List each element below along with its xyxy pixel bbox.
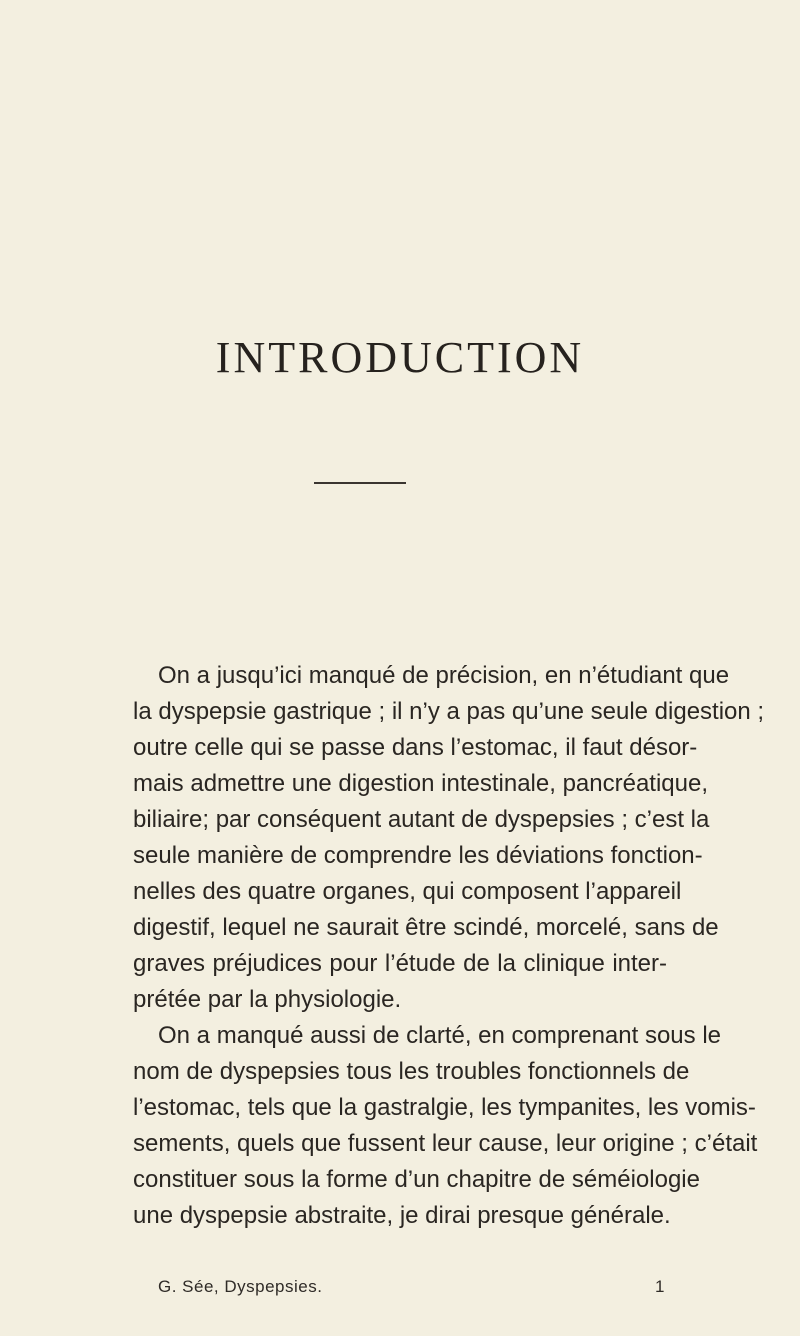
body-line: digestif, lequel ne saurait être scindé, morcelé, sans de (133, 914, 719, 941)
body-line: seule manière de comprendre les déviations fonction- (133, 842, 703, 869)
body-line: une dyspepsie abstraite, je dirai presque générale. (133, 1202, 671, 1229)
body-line: outre celle qui se passe dans l’estomac, il faut désor- (133, 734, 698, 761)
body-line: nom de dyspepsies tous les troubles fonctionnels de (133, 1058, 690, 1085)
footer-author: G. Sée, Dyspepsies. (158, 1277, 323, 1296)
chapter-title: INTRODUCTION (215, 333, 585, 382)
body-line: On a jusqu’ici manqué de précision, en n’étudiant que (158, 662, 730, 689)
body-line: constituer sous la forme d’un chapitre de séméiologie (133, 1166, 700, 1193)
body-line: graves préjudices pour l’étude de la clinique inter- (133, 950, 667, 977)
body-line: On a manqué aussi de clarté, en comprenant sous le (158, 1022, 721, 1049)
body-line: prétée par la physiologie. (133, 986, 402, 1013)
body-line: sements, quels que fussent leur cause, leur origine ; c’était (133, 1130, 758, 1157)
body-line: mais admettre une digestion intestinale, pancréatique, (133, 770, 709, 797)
body-line: la dyspepsie gastrique ; il n’y a pas qu’une seule digestion ; (133, 698, 765, 725)
signature-mark: 1 (655, 1277, 665, 1296)
body-line: nelles des quatre organes, qui composent l’appareil (133, 878, 682, 905)
title-divider (314, 482, 406, 484)
body-line: l’estomac, tels que la gastralgie, les tympanites, les vomis- (133, 1094, 756, 1121)
body-line: biliaire; par conséquent autant de dyspepsies ; c’est la (133, 806, 710, 833)
